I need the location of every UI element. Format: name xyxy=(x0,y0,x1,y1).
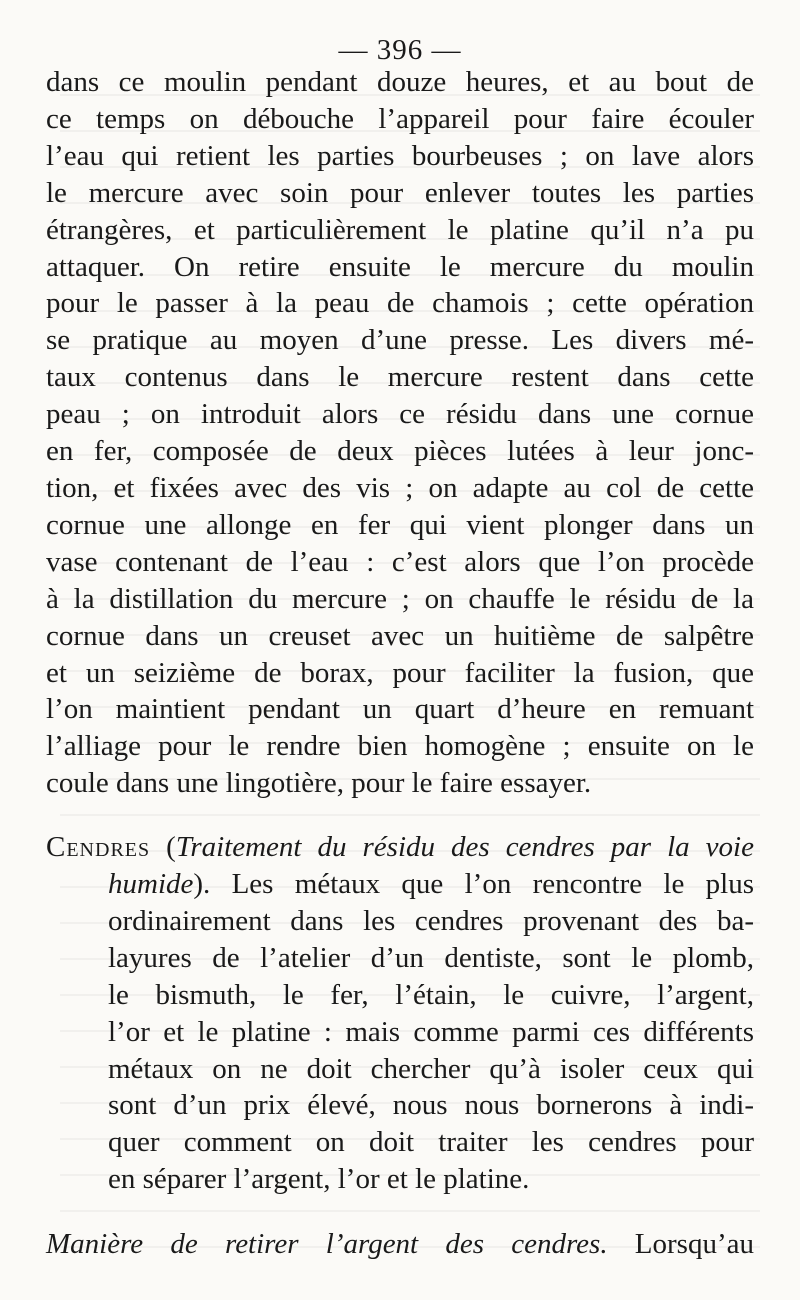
text-line: cornue une allonge en fer qui vient plonger dans un xyxy=(46,508,754,541)
text-line: l’alliage pour le rendre bien homogène ; ensuite on le xyxy=(46,730,754,763)
text-run: Lorsqu’au xyxy=(607,1228,754,1261)
text-line: le mercure avec soin pour enlever toutes les parties xyxy=(46,176,754,209)
text-line xyxy=(46,866,754,903)
text-run: ). Les métaux que l’on rencontre le plus xyxy=(193,868,754,901)
page-number: — 396 — xyxy=(338,34,462,66)
text-line: ce temps on débouche l’appareil pour faire écouler xyxy=(46,102,754,135)
page-body xyxy=(46,64,754,1263)
entry-subtitle-end: humide xyxy=(108,868,194,901)
text-line: tion, et fixées avec des vis ; on adapte au col de cette xyxy=(46,471,754,504)
text-line: en séparer l’argent, l’or et le platine. xyxy=(108,1163,530,1196)
text-line xyxy=(46,1226,754,1263)
text-line: et un seizième de borax, pour faciliter la fusion, que xyxy=(46,656,754,689)
text-line: coule dans une lingotière, pour le faire essayer. xyxy=(46,767,592,800)
text-line: taux contenus dans le mercure restent dans cette xyxy=(46,361,754,394)
text-line: l’eau qui retient les parties bourbeuses ; on lave alors xyxy=(46,139,754,172)
text-line: cornue dans un creuset avec un huitième de salpêtre xyxy=(46,619,754,652)
entry-heading: Cendres xyxy=(46,831,151,864)
text-line: attaquer. On retire ensuite le mercure du moulin xyxy=(46,250,754,283)
paragraph-gap xyxy=(46,1198,754,1226)
text-line: à la distillation du mercure ; on chauffe le résidu de la xyxy=(46,582,754,615)
text-line: ordinairement dans les cendres provenant des ba- xyxy=(108,904,754,937)
paragraph-gap xyxy=(46,802,754,829)
subsection-heading: Manière de retirer l’argent des cendres. xyxy=(46,1228,608,1261)
text-line: pour le passer à la peau de chamois ; cette opération xyxy=(46,287,754,320)
paragraph-cendres xyxy=(46,829,754,1198)
paragraph-silver-extraction xyxy=(46,1226,754,1263)
paragraph-mercury-distillation xyxy=(46,64,754,802)
entry-subtitle: Traitement du résidu des cendres par la voie xyxy=(175,831,754,864)
text-line: se pratique au moyen d’une presse. Les divers mé- xyxy=(46,324,754,357)
text-line: sont d’un prix élevé, nous nous bornerons à indi- xyxy=(108,1089,754,1122)
text-line: le bismuth, le fer, l’étain, le cuivre, l’argent, xyxy=(108,978,754,1011)
text-line: métaux on ne doit chercher qu’à isoler ceux qui xyxy=(108,1052,754,1085)
text-line: quer comment on doit traiter les cendres pour xyxy=(108,1126,754,1159)
text-line: en fer, composée de deux pièces lutées à leur jonc- xyxy=(46,435,754,468)
entry-heading-line xyxy=(46,829,754,866)
text-line: dans ce moulin pendant douze heures, et au bout de xyxy=(46,66,754,98)
text-line: l’or et le platine : mais comme parmi ces différents xyxy=(108,1015,754,1048)
heading-paren: ( xyxy=(150,831,176,864)
text-line: l’on maintient pendant un quart d’heure en remuant xyxy=(46,693,754,726)
text-line: layures de l’atelier d’un dentiste, sont le plomb, xyxy=(108,941,754,974)
text-line: étrangères, et particulièrement le platine qu’il n’a pu xyxy=(46,213,754,246)
text-line: peau ; on introduit alors ce résidu dans une cornue xyxy=(46,398,754,431)
text-line: vase contenant de l’eau : c’est alors que l’on procède xyxy=(46,545,754,578)
